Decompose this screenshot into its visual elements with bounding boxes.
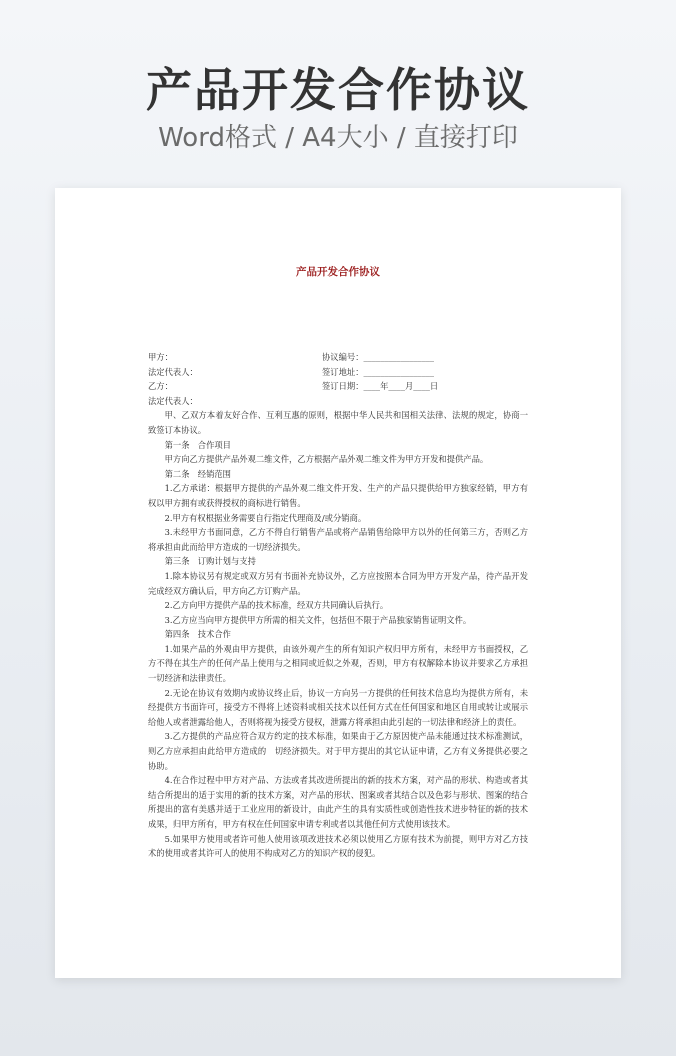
signing-date-field: 签订日期：____年____月____日 xyxy=(322,381,439,392)
banner-subtitle: Word格式 / A4大小 / 直接打印 xyxy=(158,123,518,153)
document-page xyxy=(55,188,621,978)
article-3-heading: 第三条 订购计划与支持 xyxy=(164,556,256,567)
article-4-item: 3.乙方提供的产品应符合双方约定的技术标准，如果由于乙方原因使产品未能通过技术标准测试，则乙方应承担由此给甲方造成的 切经济损失。对于甲方提出的其它认证申请，乙方有义务提供必要之协助。 xyxy=(148,731,528,771)
article-4-heading: 第四条 技术合作 xyxy=(164,629,231,640)
party-b-label: 乙方： xyxy=(148,381,173,392)
intro-paragraph: 甲、乙双方本着友好合作、互利互惠的原则，根据中华人民共和国相关法律、法规的规定，协商一致签订本协议。 xyxy=(148,410,528,435)
article-3-item: 3.乙方应当向甲方提供甲方所需的相关文件，包括但不限于产品独家销售证明文件。 xyxy=(164,614,472,625)
article-3-item: 1.除本协议另有规定或双方另有书面补充协议外，乙方应按照本合同为甲方开发产品，待产品开发完成经双方确认后，甲方向乙方订购产品。 xyxy=(148,570,528,596)
article-3-item: 2.乙方向甲方提供产品的技术标准，经双方共同确认后执行。 xyxy=(164,600,389,611)
party-a-label: 甲方： xyxy=(148,352,173,362)
article-2-item: 2.甲方有权根据业务需要自行指定代理商及/或分销商。 xyxy=(164,512,367,523)
article-4-item: 1.如果产品的外观由甲方提供，由该外观产生的所有知识产权归甲方所有，未经甲方书面授权，乙方不得在其生产的任何产品上使用与之相同或近似之外观，否则，甲方有权解除本协议并要求乙方承担一切经济和法律责任。 xyxy=(148,643,528,684)
document-body xyxy=(148,350,528,861)
empty-field xyxy=(322,394,528,409)
article-1-heading: 第一条 合作项目 xyxy=(164,439,231,450)
agreement-number-field: 协议编号：_________________ xyxy=(322,352,435,362)
article-2-heading: 第二条 经销范围 xyxy=(164,468,231,479)
party-info-block xyxy=(148,350,528,408)
article-1-text: 甲方向乙方提供产品外观二维文件，乙方根据产品外观二维文件为甲方开发和提供产品。 xyxy=(164,454,489,465)
article-2-item: 1.乙方承诺：根据甲方提供的产品外观二维文件开发、生产的产品只提供给甲方独家经销，甲方有权以甲方拥有或获得授权的商标进行销售。 xyxy=(148,483,528,508)
article-4-item: 4.在合作过程中甲方对产品、方法或者其改进所提出的新的技术方案，对产品的形状、构造或者其结合所提出的适于实用的新的技术方案，对产品的形状、图案或者其结合以及色彩与形状、图案的结合所提出的富有美感并适于工业应用的新设计，由此产生的具有实质性或创造性技术进步特征的新的技术成果，归甲方所有，甲方有权在任何国家申请专利或者以其他任何方式使用该技术。 xyxy=(148,775,528,829)
party-b-representative-label: 法定代表人： xyxy=(148,395,198,406)
article-4-item: 2.无论在协议有效期内或协议终止后，协议一方向另一方提供的任何技术信息均为提供方所有，未经提供方书面许可，接受方不得将上述资料或相关技术以任何方式在任何国家和地区自用或转让或展示给他人或者泄露给他人，否则将视为接受方侵权，泄露方将承担由此引起的一切法律和经济上的责任。 xyxy=(148,687,528,727)
article-2-item: 3.未经甲方书面同意，乙方不得自行销售产品或将产品销售给除甲方以外的任何第三方，否则乙方将承担由此而给甲方造成的一切经济损失。 xyxy=(148,527,528,552)
signing-address-field: 签订地址：_________________ xyxy=(322,366,435,377)
party-a-representative-label: 法定代表人： xyxy=(148,366,198,377)
article-4-item: 5.如果甲方使用或者许可他人使用该项改进技术必须以使用乙方原有技术为前提，则甲方对乙方技术的使用或者其许可人的使用不构成对乙方的知识产权的侵犯。 xyxy=(148,833,528,859)
document-title: 产品开发合作协议 xyxy=(296,266,380,278)
banner-title: 产品开发合作协议 xyxy=(146,63,530,117)
